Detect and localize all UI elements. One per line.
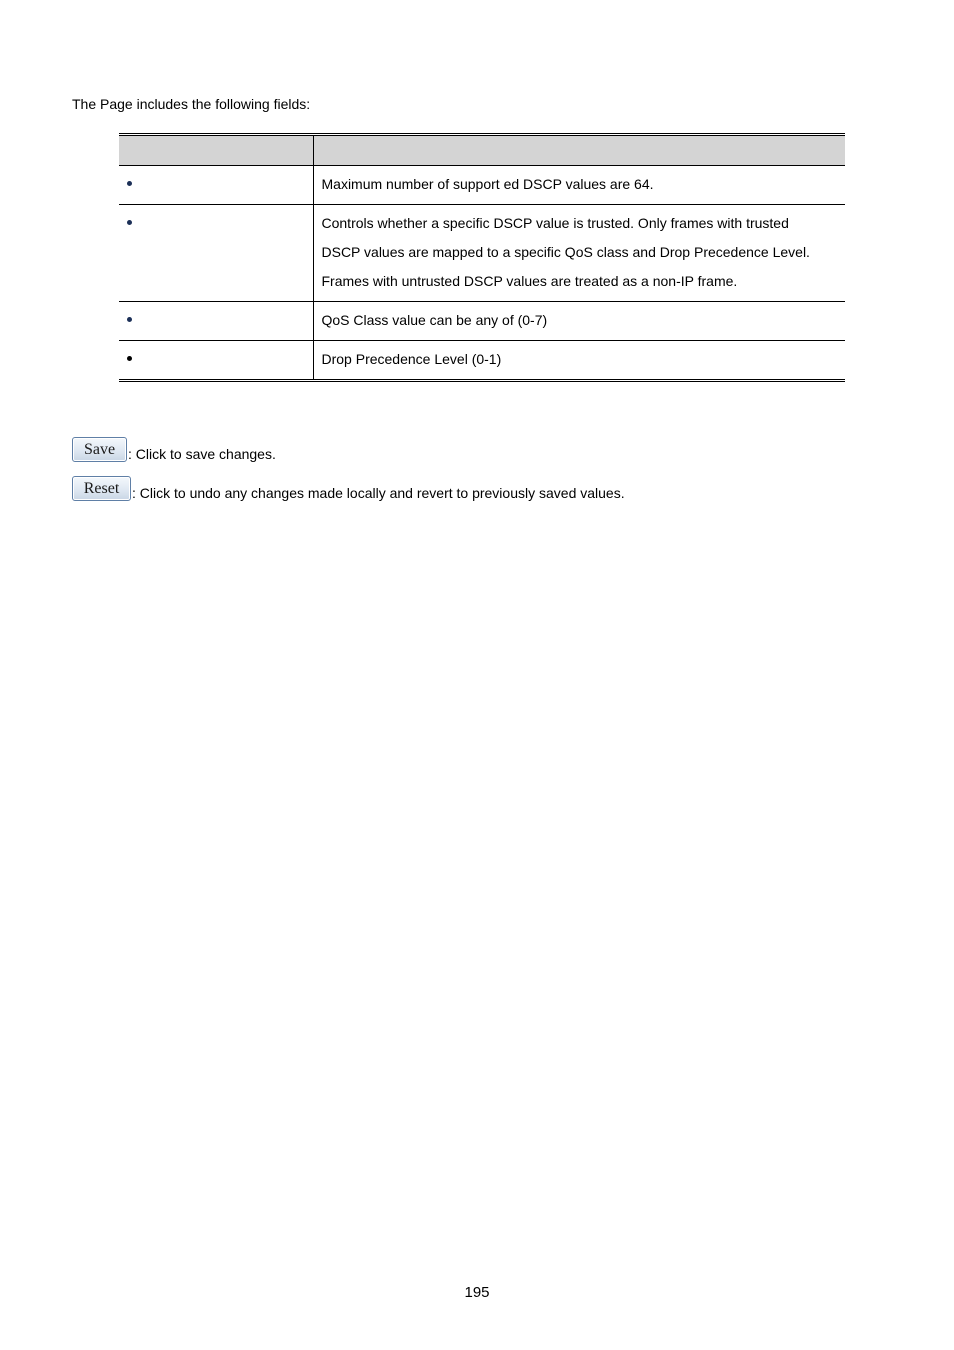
object-cell [119, 205, 313, 302]
bullet-icon [127, 317, 132, 322]
header-object [119, 135, 313, 166]
save-row [72, 437, 276, 462]
table-row [119, 166, 845, 205]
table-header-row [119, 135, 845, 166]
bullet-icon [127, 220, 132, 225]
header-description [313, 135, 845, 166]
bullet-icon [127, 356, 132, 361]
description-cell [313, 205, 845, 302]
reset-description: : Click to undo any changes made locally and revert to previously saved values. [132, 485, 625, 501]
description-line: DSCP values are mapped to a specific QoS class and Drop Precedence Level. [321, 244, 810, 260]
table-row [119, 341, 845, 381]
description-cell [313, 166, 845, 205]
save-description: : Click to save changes. [128, 446, 276, 462]
page-number: 195 [464, 1284, 490, 1301]
description-line: Controls whether a specific DSCP value is trusted. Only frames with trusted [321, 215, 789, 231]
reset-button[interactable]: Reset [72, 476, 131, 501]
object-cell [119, 341, 313, 381]
save-button[interactable]: Save [72, 437, 127, 462]
reset-row [72, 476, 625, 501]
fields-table [119, 133, 845, 382]
description-line: Maximum number of support ed DSCP values are 64. [321, 176, 654, 192]
object-cell [119, 166, 313, 205]
description-line: QoS Class value can be any of (0-7) [321, 312, 548, 328]
table-row [119, 302, 845, 341]
bullet-icon [127, 181, 132, 186]
description-cell [313, 341, 845, 381]
intro-text: The Page includes the following fields: [72, 96, 311, 112]
description-line: Drop Precedence Level (0-1) [321, 351, 502, 367]
table-row [119, 205, 845, 302]
description-cell [313, 302, 845, 341]
description-line: Frames with untrusted DSCP values are treated as a non-IP frame. [321, 273, 738, 289]
object-cell [119, 302, 313, 341]
